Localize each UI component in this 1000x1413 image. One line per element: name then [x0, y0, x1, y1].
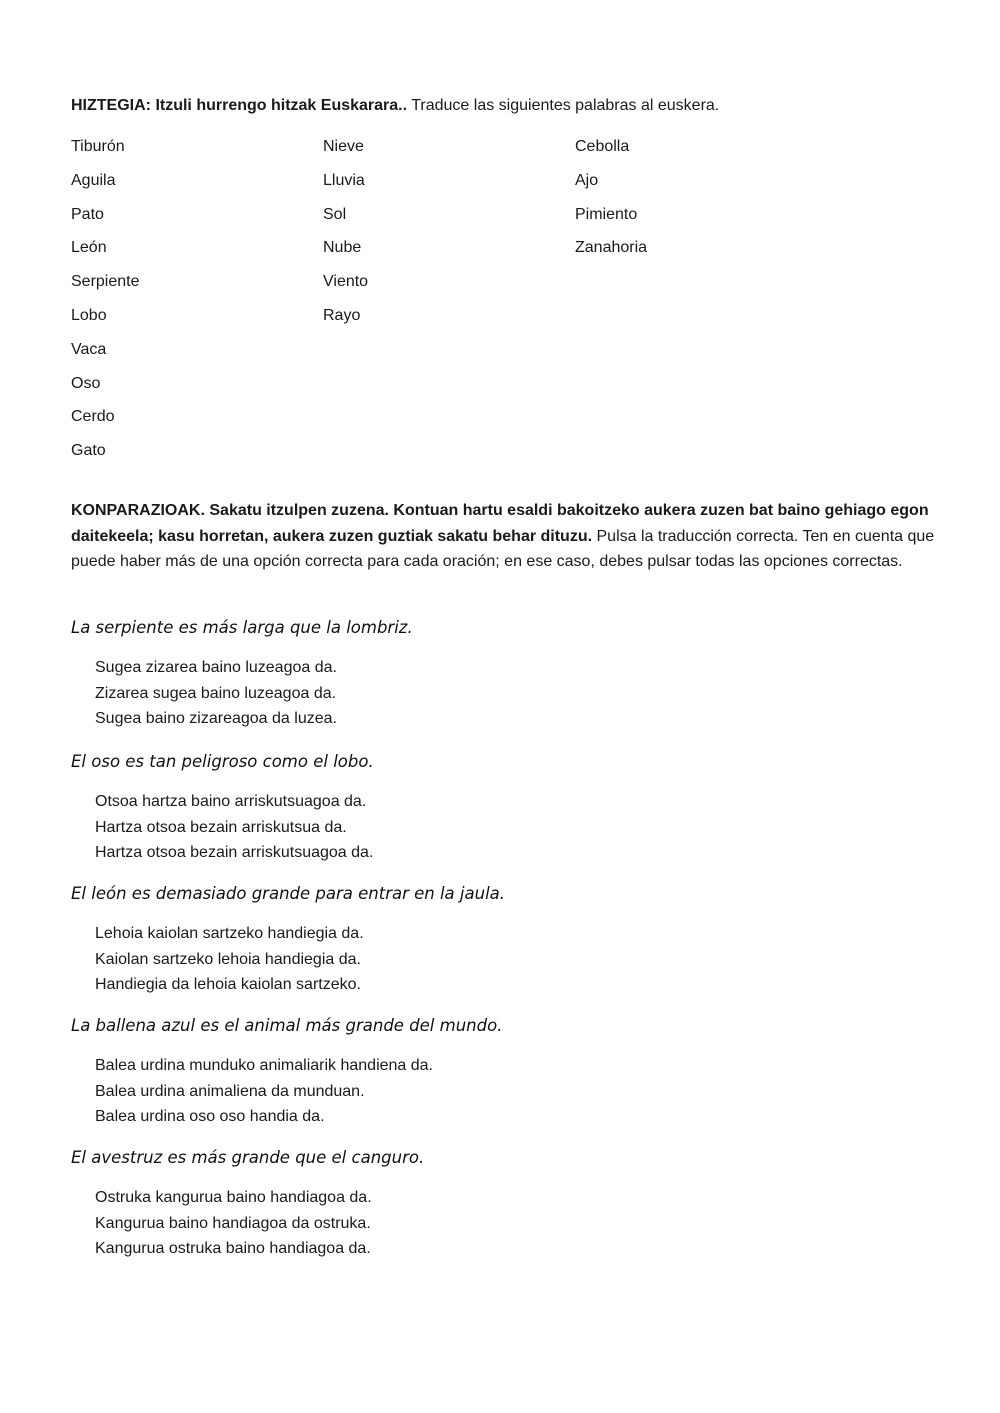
answer-options: [71, 921, 941, 998]
answer-options: [71, 655, 941, 732]
question-prompt: El avestruz es más grande que el canguro.: [71, 1148, 425, 1167]
answer-option[interactable]: Hartza otsoa bezain arriskutsuagoa da.: [95, 844, 374, 862]
question-prompt: El león es demasiado grande para entrar en la jaula.: [71, 884, 506, 903]
vocab-word: Lluvia: [323, 171, 365, 189]
question-5: [71, 1147, 941, 1262]
vocab-word: Viento: [323, 273, 369, 291]
vocab-word: Zanahoria: [575, 239, 648, 257]
answer-option[interactable]: Handiegia da lehoia kaiolan sartzeko.: [95, 976, 361, 994]
vocab-column-weather: [323, 137, 553, 340]
answer-options: [71, 1053, 941, 1130]
vocab-word: Ajo: [575, 171, 599, 189]
vocab-word: Gato: [71, 442, 106, 460]
answer-option[interactable]: Sugea zizarea baino luzeagoa da.: [95, 659, 337, 676]
answer-option[interactable]: Balea urdina oso oso handia da.: [95, 1108, 325, 1126]
vocab-word: Cerdo: [71, 408, 115, 426]
vocab-word: Pato: [71, 205, 104, 223]
question-2: [71, 751, 941, 866]
vocab-heading-basque: HIZTEGIA: Itzuli hurrengo hitzak Euskarara..: [71, 97, 408, 114]
answer-option[interactable]: Balea urdina munduko animaliarik handiena da.: [95, 1057, 433, 1074]
comparisons-instructions-spanish: Pulsa la traducción correcta. Ten en cuenta que puede haber más de una opción correcta para cada oración; en ese caso, debes pulsar todas las opciones correctas.: [71, 527, 935, 571]
comparisons-instructions-basque: KONPARAZIOAK. Sakatu itzulpen zuzena. Kontuan hartu esaldi bakoitzeko aukera zuzen bat baino gehiago egon daitekeela; kasu horretan, aukera zuzen guztiak sakatu behar dituzu.: [71, 502, 929, 545]
answer-option[interactable]: Kangurua ostruka baino handiagoa da.: [95, 1240, 371, 1258]
vocab-word: Rayo: [323, 306, 361, 324]
answer-options: [71, 789, 941, 866]
answer-option[interactable]: Kaiolan sartzeko lehoia handiegia da.: [95, 950, 361, 968]
question-4: [71, 1015, 941, 1130]
question-prompt: El oso es tan peligroso como el lobo.: [71, 752, 374, 771]
vocab-heading-spanish: Traduce las siguientes palabras al euskera.: [407, 97, 720, 114]
vocab-column-animals: [71, 137, 301, 475]
question-prompt: La ballena azul es el animal más grande del mundo.: [71, 1016, 503, 1035]
vocab-word: Oso: [71, 374, 101, 392]
vocab-word: Lobo: [71, 306, 107, 324]
answer-option[interactable]: Sugea baino zizareagoa da luzea.: [95, 710, 337, 728]
answer-option[interactable]: Zizarea sugea baino luzeagoa da.: [95, 684, 337, 702]
vocab-word: Serpiente: [71, 273, 140, 291]
question-3: [71, 883, 941, 998]
vocab-heading: [71, 96, 941, 116]
vocab-word: Sol: [323, 205, 347, 223]
answer-option[interactable]: Kangurua baino handiagoa da ostruka.: [95, 1214, 371, 1232]
answer-option[interactable]: Balea urdina animaliena da munduan.: [95, 1082, 365, 1100]
answer-option[interactable]: Otsoa hartza baino arriskutsuagoa da.: [95, 793, 367, 810]
vocab-word: Cebolla: [575, 138, 630, 155]
answer-option[interactable]: Lehoia kaiolan sartzeko handiegia da.: [95, 925, 364, 942]
vocab-word: Tiburón: [71, 138, 125, 155]
vocab-word: León: [71, 239, 107, 257]
comparisons-instructions: [71, 498, 941, 575]
vocab-word: Vaca: [71, 340, 107, 358]
question-prompt: La serpiente es más larga que la lombriz.: [71, 618, 413, 637]
answer-option[interactable]: Ostruka kangurua baino handiagoa da.: [95, 1189, 372, 1206]
answer-options: [71, 1185, 941, 1262]
answer-option[interactable]: Hartza otsoa bezain arriskutsua da.: [95, 818, 347, 836]
vocab-word: Nieve: [323, 138, 364, 155]
vocab-column-vegetables: [575, 137, 805, 272]
vocab-word: Pimiento: [575, 205, 638, 223]
vocab-word: Aguila: [71, 171, 116, 189]
vocab-word: Nube: [323, 239, 362, 257]
question-1: [71, 617, 941, 732]
